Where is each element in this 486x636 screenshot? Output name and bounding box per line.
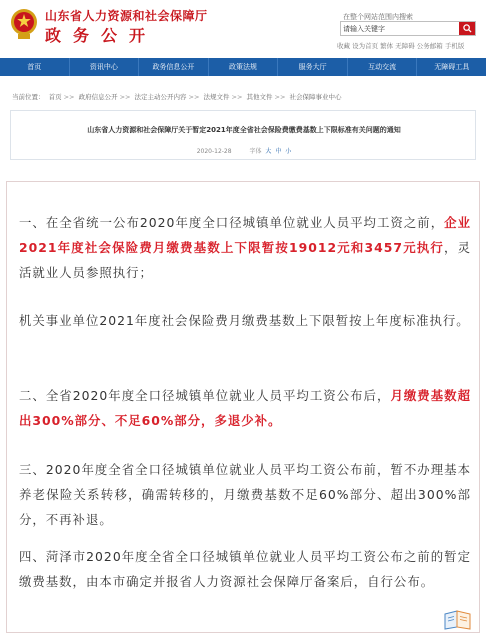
paragraph-1-text: 一、在全省统一公布2020年度全口径城镇单位就业人员平均工资之前， xyxy=(19,215,445,230)
nav-item-gov-info[interactable]: 政务信息公开 xyxy=(139,58,209,76)
breadcrumb-item[interactable]: 法规文件 xyxy=(203,93,230,101)
paragraph-1 xyxy=(19,210,471,285)
breadcrumb-separator: >> xyxy=(274,93,286,101)
nav-item-interaction[interactable]: 互动交流 xyxy=(348,58,418,76)
nav-item-policy[interactable]: 政策法规 xyxy=(209,58,279,76)
paragraph-1-tail: ，灵活就业人员参照执行； xyxy=(19,240,472,280)
paragraph-3-text: 二、全省2020年度全口径城镇单位就业人员平均工资公布后， xyxy=(19,388,391,403)
font-size-small-button[interactable]: 小 xyxy=(285,148,292,155)
book-icon xyxy=(443,608,473,630)
search-icon xyxy=(463,24,472,33)
header-links[interactable]: 收藏 设为首页 繁体 无障碍 公务邮箱 手机版 xyxy=(337,42,465,50)
nav-item-home[interactable]: 首页 xyxy=(0,58,70,76)
breadcrumb-item[interactable]: 政府信息公开 xyxy=(78,93,118,101)
breadcrumb-separator: >> xyxy=(231,93,243,101)
paragraph-1-highlight: 企业2021年度社会保险费月缴费基数上下限暂按19012元和3457元执行 xyxy=(19,215,471,255)
search-button[interactable] xyxy=(459,22,475,35)
article-header xyxy=(10,110,476,160)
paragraph-5: 四、菏泽市2020年度全省全口径城镇单位就业人员平均工资公布之前的暂定缴费基数，由本市确定并报省人力资源社会保障厅备案后，自行公布。 xyxy=(19,549,471,589)
search-input[interactable] xyxy=(343,23,455,34)
national-emblem-icon xyxy=(9,7,39,41)
breadcrumb xyxy=(12,92,344,101)
nav-item-news[interactable]: 资讯中心 xyxy=(70,58,140,76)
article-content xyxy=(6,181,480,633)
search-box xyxy=(340,21,476,36)
site-title[interactable]: 山东省人力资源和社会保障厅 xyxy=(45,9,208,23)
breadcrumb-prefix: 当前位置： xyxy=(12,93,45,101)
breadcrumb-item[interactable]: 社会保障事业中心 xyxy=(289,93,342,101)
article-title: 山东省人力资源和社会保障厅关于暂定2021年度全省社会保险费缴费基数上下限标准有关问题的通知 xyxy=(87,126,401,134)
search-hint: 在整个网站范围内搜索 xyxy=(343,13,413,21)
breadcrumb-separator: >> xyxy=(63,93,75,101)
breadcrumb-separator: >> xyxy=(188,93,200,101)
breadcrumb-item[interactable]: 其他文件 xyxy=(246,93,273,101)
font-size-control xyxy=(247,148,291,155)
paragraph-3-highlight: 月缴费基数超出300%部分、不足60%部分，多退少补。 xyxy=(19,388,471,428)
site-header xyxy=(0,0,486,58)
font-size-medium-button[interactable]: 中 xyxy=(275,148,282,155)
site-subtitle: 政务公开 xyxy=(45,26,158,45)
nav-item-accessibility[interactable]: 无障碍工具 xyxy=(434,63,470,71)
paragraph-4: 三、2020年度全省全口径城镇单位就业人员平均工资公布前，暂不办理基本养老保险关系转移，确需转移的，月缴费基数不足60%部分、超出300%部分，不再补退。 xyxy=(19,462,471,527)
article-meta xyxy=(11,146,477,155)
font-size-large-button[interactable]: 大 xyxy=(265,148,272,155)
paragraph-2: 机关事业单位2021年度社会保险费月缴费基数上下限暂按上年度标准执行。 xyxy=(19,313,470,328)
breadcrumb-separator: >> xyxy=(119,93,131,101)
nav-item-service[interactable]: 服务大厅 xyxy=(278,58,348,76)
breadcrumb-item[interactable]: 法定主动公开内容 xyxy=(134,93,187,101)
main-nav xyxy=(0,58,486,76)
breadcrumb-item[interactable]: 首页 xyxy=(48,93,62,101)
publish-date: 2020-12-28 xyxy=(196,148,232,155)
font-size-label: 字体 xyxy=(249,148,262,155)
paragraph-3 xyxy=(19,383,471,433)
